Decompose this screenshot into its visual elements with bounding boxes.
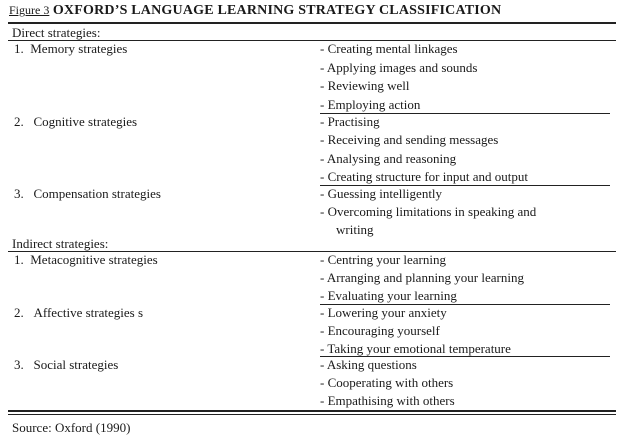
memory-strategies-label bbox=[14, 41, 127, 56]
list-item: - Analysing and reasoning bbox=[320, 151, 457, 166]
list-item: - Evaluating your learning bbox=[320, 288, 457, 303]
list-item: - Asking questions bbox=[320, 357, 417, 372]
strategy-name: Social strategies bbox=[33, 357, 119, 372]
strategy-number: 3. bbox=[14, 186, 24, 201]
strategy-number: 1. bbox=[14, 41, 24, 56]
list-item: - Practising bbox=[320, 114, 380, 129]
strategy-name: Affective strategies s bbox=[33, 305, 143, 320]
bottom-rule-2 bbox=[8, 414, 616, 415]
bottom-rule-1 bbox=[8, 410, 616, 412]
figure-title-row bbox=[9, 1, 501, 20]
direct-strategies-heading: Direct strategies: bbox=[12, 25, 101, 40]
list-item: - Lowering your anxiety bbox=[320, 305, 447, 320]
list-item: writing bbox=[336, 222, 374, 237]
cognitive-strategies-label bbox=[14, 114, 137, 129]
figure-title: OXFORD’S LANGUAGE LEARNING STRATEGY CLASSIFICATION bbox=[52, 3, 502, 18]
strategy-name: Memory strategies bbox=[30, 41, 128, 56]
figure-label: Figure 3 bbox=[9, 3, 50, 17]
affective-strategies-label bbox=[14, 305, 143, 320]
list-item: - Creating mental linkages bbox=[320, 41, 458, 56]
list-item: - Encouraging yourself bbox=[320, 323, 440, 338]
list-item: - Reviewing well bbox=[320, 78, 410, 93]
list-item: - Guessing intelligently bbox=[320, 186, 443, 201]
list-item: - Empathising with others bbox=[320, 393, 455, 408]
strategy-number: 1. bbox=[14, 252, 24, 267]
strategy-number: 3. bbox=[14, 357, 24, 372]
strategy-name: Metacognitive strategies bbox=[30, 252, 158, 267]
indirect-strategies-heading: Indirect strategies: bbox=[12, 236, 109, 251]
list-item: - Applying images and sounds bbox=[320, 60, 478, 75]
list-item: - Arranging and planning your learning bbox=[320, 270, 524, 285]
strategy-number: 2. bbox=[14, 305, 24, 320]
list-item: - Overcoming limitations in speaking and bbox=[320, 204, 537, 219]
list-item: - Taking your emotional temperature bbox=[320, 341, 511, 356]
metacognitive-strategies-label bbox=[14, 252, 158, 267]
compensation-strategies-label bbox=[14, 186, 161, 201]
strategy-name: Compensation strategies bbox=[33, 186, 161, 201]
social-strategies-label bbox=[14, 357, 118, 372]
strategy-name: Cognitive strategies bbox=[33, 114, 138, 129]
list-item: - Employing action bbox=[320, 97, 421, 112]
top-rule bbox=[8, 22, 616, 24]
strategy-number: 2. bbox=[14, 114, 24, 129]
list-item: - Cooperating with others bbox=[320, 375, 454, 390]
list-item: - Centring your learning bbox=[320, 252, 446, 267]
list-item: - Creating structure for input and output bbox=[320, 169, 528, 184]
list-item: - Receiving and sending messages bbox=[320, 132, 499, 147]
source-citation: Source: Oxford (1990) bbox=[12, 420, 131, 435]
